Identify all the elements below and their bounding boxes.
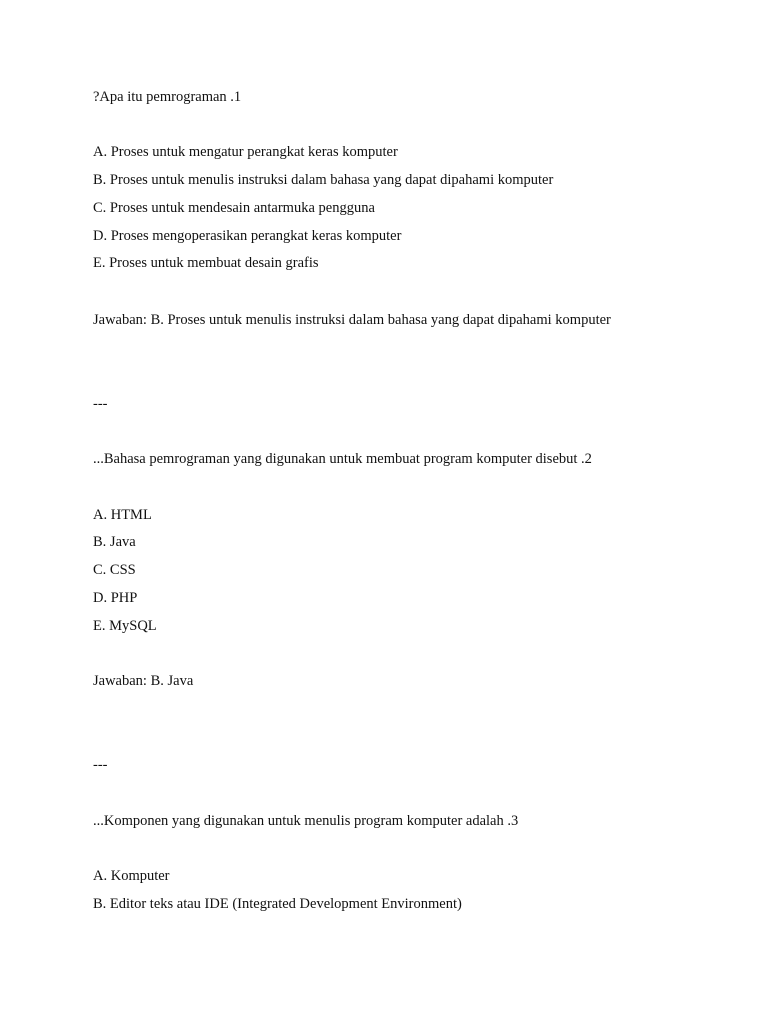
question-2-option-d: D. PHP [93,590,138,606]
question-1-option-b: B. Proses untuk menulis instruksi dalam bahasa yang dapat dipahami komputer [93,172,554,188]
question-2-option-a: A. HTML [93,507,152,523]
question-3-text: ...Komponen yang digunakan untuk menulis program komputer adalah .3 [93,813,519,829]
question-1-answer: Jawaban: B. Proses untuk menulis instruksi dalam bahasa yang dapat dipahami komputer [93,312,611,328]
question-2-option-e: E. MySQL [93,618,157,634]
question-1-option-a: A. Proses untuk mengatur perangkat keras komputer [93,144,398,160]
question-1-option-e: E. Proses untuk membuat desain grafis [93,255,319,271]
question-1-option-d: D. Proses mengoperasikan perangkat keras komputer [93,228,402,244]
question-1-text: ?Apa itu pemrograman .1 [93,89,242,105]
question-2-answer: Jawaban: B. Java [93,673,194,689]
question-3-option-a: A. Komputer [93,868,170,884]
question-2-option-b: B. Java [93,534,136,550]
separator-1: --- [93,396,108,412]
question-3-option-b: B. Editor teks atau IDE (Integrated Development Environment) [93,896,462,912]
separator-2: --- [93,757,108,773]
question-2-option-c: C. CSS [93,562,136,578]
question-2-text: ...Bahasa pemrograman yang digunakan untuk membuat program komputer disebut .2 [93,451,592,467]
question-1-option-c: C. Proses untuk mendesain antarmuka pengguna [93,200,375,216]
